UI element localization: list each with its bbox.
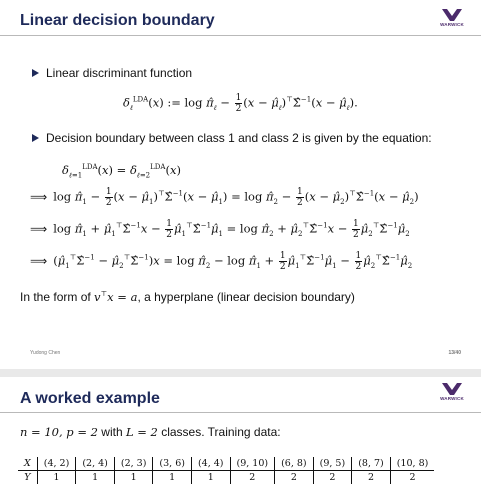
training-data-table bbox=[18, 457, 434, 484]
equation-step-2: ⟹ $\log \pî_1$ + $\mû_1^⊤\Sigmâ^{-1}x$ − $\frac{1}{2}$ $\mû_1^⊤\Sigmâ^{-1}\mû_1 = \log$ $\pî_2$ + $\mû_2^⊤\Sigmâ^{-1}x$ − $\frac{1}{2}$ $\mû_2^⊤\Sigmâ^{-1}\mû_2$ bbox=[30, 219, 410, 240]
equation-boundary: $\delta_{\ell=1}^{LDA}(x) = \delta_{\ell=2}^{LDA}(x)$ bbox=[62, 163, 181, 180]
conclusion-prefix: In the form of bbox=[20, 290, 95, 304]
table-cell-x: (2, 4) bbox=[76, 457, 115, 471]
warwick-logo bbox=[437, 383, 467, 401]
table-cell-y: 1 bbox=[76, 471, 115, 485]
bullet-decision-boundary bbox=[32, 131, 432, 145]
bullet-text: Linear discriminant function bbox=[46, 66, 193, 80]
table-header-y: Y bbox=[24, 472, 31, 483]
bullet-linear-discriminant bbox=[32, 66, 192, 80]
equation-lda: $\delta_\ell^{LDA}(x)$ := $\log \pî_\ell$ − $\frac{1}{2}$ $(x - \mû_\ell)^⊤\Sigmâ^{-1}(x$ − $\mû_\ell$). bbox=[123, 93, 358, 114]
table-cell-y: 2 bbox=[390, 471, 434, 485]
table-cell-x: (4, 4) bbox=[191, 457, 230, 471]
table-cell-x: (8, 7) bbox=[352, 457, 391, 471]
slide-worked-example bbox=[0, 377, 481, 488]
table-header-x: X bbox=[18, 457, 37, 471]
table-cell-x: (3, 6) bbox=[153, 457, 192, 471]
bullet-triangle-icon bbox=[32, 134, 39, 142]
table-row-y bbox=[18, 471, 434, 485]
warwick-logo bbox=[437, 9, 467, 27]
slide-title: Linear decision boundary bbox=[20, 12, 215, 29]
table-cell-y: 1 bbox=[114, 471, 153, 485]
logo-text: WARWICK bbox=[440, 22, 464, 27]
table-cell-x: (9, 10) bbox=[230, 457, 275, 471]
table-cell-x: (10, 8) bbox=[390, 457, 434, 471]
conclusion-math: v⊤x = a bbox=[94, 290, 138, 304]
intro-mid: with bbox=[97, 425, 126, 439]
logo-text: WARWICK bbox=[440, 396, 464, 401]
conclusion-text bbox=[20, 290, 355, 304]
table-row-x bbox=[18, 457, 434, 471]
table-cell-y: 2 bbox=[352, 471, 391, 485]
bullet-text: Decision boundary between class 1 and class 2 is given by the equation: bbox=[46, 131, 432, 145]
table-cell-y: 1 bbox=[153, 471, 192, 485]
table-cell-y: 2 bbox=[313, 471, 352, 485]
slide-title: A worked example bbox=[20, 390, 160, 407]
intro-math: n = 10, p = 2 bbox=[20, 425, 98, 439]
intro-suffix: classes. Training data: bbox=[157, 425, 281, 439]
equation-step-3: ⟹ ($\mû_1^⊤\Sigmâ^{-1}$ − $\mû_2^⊤\Sigmâ^{-1})x = \log$ $\pî_2 - \log$ $\pî_1$ + $\frac{1}{2}$ $\mû_1^⊤\Sigmâ^{-1}\mû_1$ − $\frac{1}{2}$ $\mû_2^⊤\Sigmâ^{-1}\mû_2$ bbox=[30, 251, 413, 272]
intro-math-classes: L = 2 bbox=[125, 425, 158, 439]
table-cell-x: (9, 5) bbox=[313, 457, 352, 471]
table-cell-x: (2, 3) bbox=[114, 457, 153, 471]
warwick-logo-icon bbox=[442, 383, 462, 395]
table-cell-y: 2 bbox=[275, 471, 314, 485]
table-cell-y: 2 bbox=[230, 471, 275, 485]
table-cell-y: 1 bbox=[191, 471, 230, 485]
warwick-logo-icon bbox=[442, 9, 462, 21]
bullet-triangle-icon bbox=[32, 69, 39, 77]
title-divider bbox=[0, 412, 481, 413]
intro-text bbox=[20, 425, 281, 439]
table-cell-x: (6, 8) bbox=[275, 457, 314, 471]
title-divider bbox=[0, 35, 481, 36]
footer-author: Yudong Chen bbox=[30, 350, 61, 356]
table-cell-x: (4, 2) bbox=[37, 457, 76, 471]
conclusion-suffix: , a hyperplane (linear decision boundary) bbox=[137, 290, 355, 304]
equation-step-1: ⟹ $\log \pî_1$ − $\frac{1}{2}$ $(x - \mû_1)^⊤\Sigmâ^{-1}(x$ − $\mû_1) = \log$ $\pî_2$ − $\frac{1}{2}$ $(x - \mû_2)^⊤\Sigmâ^{-1}(x$ − $\mû_2$) bbox=[30, 187, 419, 208]
table-cell-y: 1 bbox=[37, 471, 76, 485]
footer-page-number: 13/40 bbox=[448, 350, 461, 356]
